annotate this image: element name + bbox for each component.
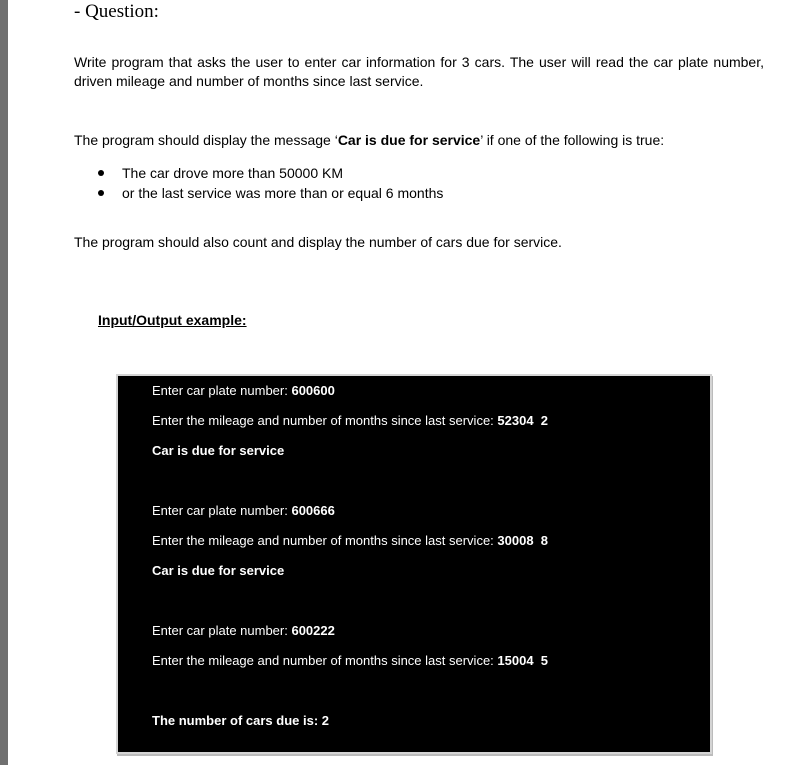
console-line [152, 562, 284, 580]
console-prompt: Enter car plate number: [152, 503, 292, 518]
question-heading: - Question: [74, 1, 159, 22]
console-value: 52304 2 [497, 413, 549, 428]
console-value: 30008 8 [497, 533, 549, 548]
bullet-icon [98, 170, 104, 176]
document-page [8, 0, 799, 765]
console-line [152, 412, 548, 430]
viewer-left-edge [0, 0, 8, 765]
console-value: 15004 5 [497, 653, 549, 668]
console-line [152, 622, 335, 640]
console-value: Car is due for service [152, 443, 285, 458]
display-rule-message: Car is due for service [337, 132, 481, 148]
console-value: Car is due for service [152, 563, 285, 578]
console-value: 600222 [291, 623, 335, 638]
list-item [98, 183, 443, 203]
display-rule-after: ’ if one of the following is true: [480, 132, 665, 148]
console-line [152, 442, 284, 460]
console-line [152, 502, 335, 520]
conditions-list [98, 163, 443, 203]
console-output-box [116, 374, 712, 754]
console-value: The number of cars due is: 2 [152, 713, 329, 728]
console-line [152, 532, 548, 550]
console-prompt: Enter car plate number: [152, 623, 292, 638]
console-prompt: Enter the mileage and number of months since last service: [152, 533, 498, 548]
console-line [152, 382, 335, 400]
condition-text: The car drove more than 50000 KM [122, 165, 344, 181]
console-prompt: Enter the mileage and number of months since last service: [152, 653, 498, 668]
condition-text: or the last service was more than or equal 6 months [122, 185, 444, 201]
io-example-heading: Input/Output example: [98, 312, 247, 328]
display-rule-paragraph [74, 131, 764, 150]
intro-line-2: driven mileage and number of months since last service. [74, 73, 424, 89]
display-rule-before: The program should display the message ‘ [74, 132, 338, 148]
intro-paragraph [74, 53, 764, 91]
count-paragraph: The program should also count and display the number of cars due for service. [74, 234, 562, 250]
console-line [152, 712, 329, 730]
bullet-icon [98, 190, 104, 196]
console-value: 600600 [291, 383, 335, 398]
console-line [152, 652, 548, 670]
console-prompt: Enter car plate number: [152, 383, 292, 398]
console-prompt: Enter the mileage and number of months since last service: [152, 413, 498, 428]
console-value: 600666 [291, 503, 335, 518]
intro-line-1: Write program that asks the user to enter car information for 3 cars. The user will read the car plate number, [74, 54, 764, 70]
list-item [98, 163, 443, 183]
